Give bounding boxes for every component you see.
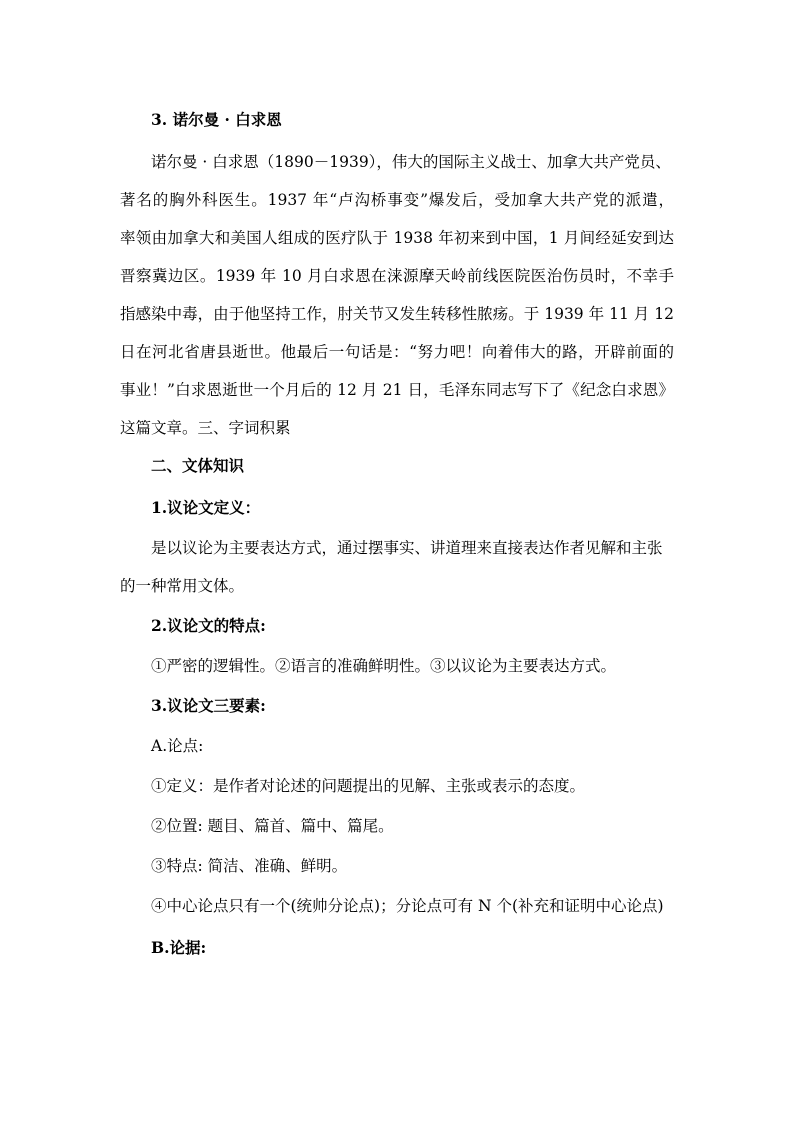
features-heading: 2.议论文的特点: — [151, 616, 266, 635]
thesis-item: ④中心论点只有一个(统帅分论点)；分论点可有 N 个(补充和证明中心论点) — [151, 897, 664, 915]
thesis-item: ②位置: 题目、篇首、篇中、篇尾。 — [151, 817, 394, 835]
paragraph-line: 事业！”白求恩逝世一个月后的 12 月 21 日，毛泽东同志写下了《纪念白求恩》 — [120, 381, 674, 399]
paragraph-line: 晋察冀边区。1939 年 10 月白求恩在涞源摩天岭前线医院医治伤员时，不幸手 — [120, 267, 674, 285]
thesis-item: ③特点: 简洁、准确、鲜明。 — [151, 857, 348, 875]
section-heading-bethune: 3. 诺尔曼 · 白求恩 — [151, 110, 282, 129]
thesis-heading: A.论点: — [151, 737, 204, 755]
paragraph-line: 诺尔曼 · 白求恩（1890－1939），伟大的国际主义战士、加拿大共产党员、 — [151, 153, 671, 171]
definition-heading: 1.议论文定义： — [151, 498, 261, 517]
definition-line: 是以议论为主要表达方式，通过摆事实、讲道理来直接表达作者见解和主张 — [151, 539, 663, 557]
features-text: ①严密的逻辑性。②语言的准确鲜明性。③以议论为主要表达方式。 — [151, 657, 617, 675]
elements-heading: 3.议论文三要素: — [151, 696, 266, 715]
paragraph-line: 著名的胸外科医生。1937 年“卢沟桥事变”爆发后，受加拿大共产党的派遣， — [120, 191, 674, 209]
paragraph-line: 率领由加拿大和美国人组成的医疗队于 1938 年初来到中国，1 月间经延安到达 — [120, 229, 674, 247]
paragraph-line: 指感染中毒，由于他坚持工作，肘关节又发生转移性脓疡。于 1939 年 11 月 12 — [120, 305, 674, 323]
evidence-heading: B.论据: — [151, 938, 207, 957]
paragraph-line: 日在河北省唐县逝世。他最后一句话是：“努力吧！向着伟大的路，开辟前面的 — [120, 343, 674, 361]
section-heading-genre: 二、文体知识 — [151, 456, 245, 475]
thesis-item: ①定义：是作者对论述的问题提出的见解、主张或表示的态度。 — [151, 777, 586, 795]
definition-line: 的一种常用文体。 — [120, 577, 245, 595]
paragraph-line: 这篇文章。三、字词积累 — [120, 419, 291, 437]
